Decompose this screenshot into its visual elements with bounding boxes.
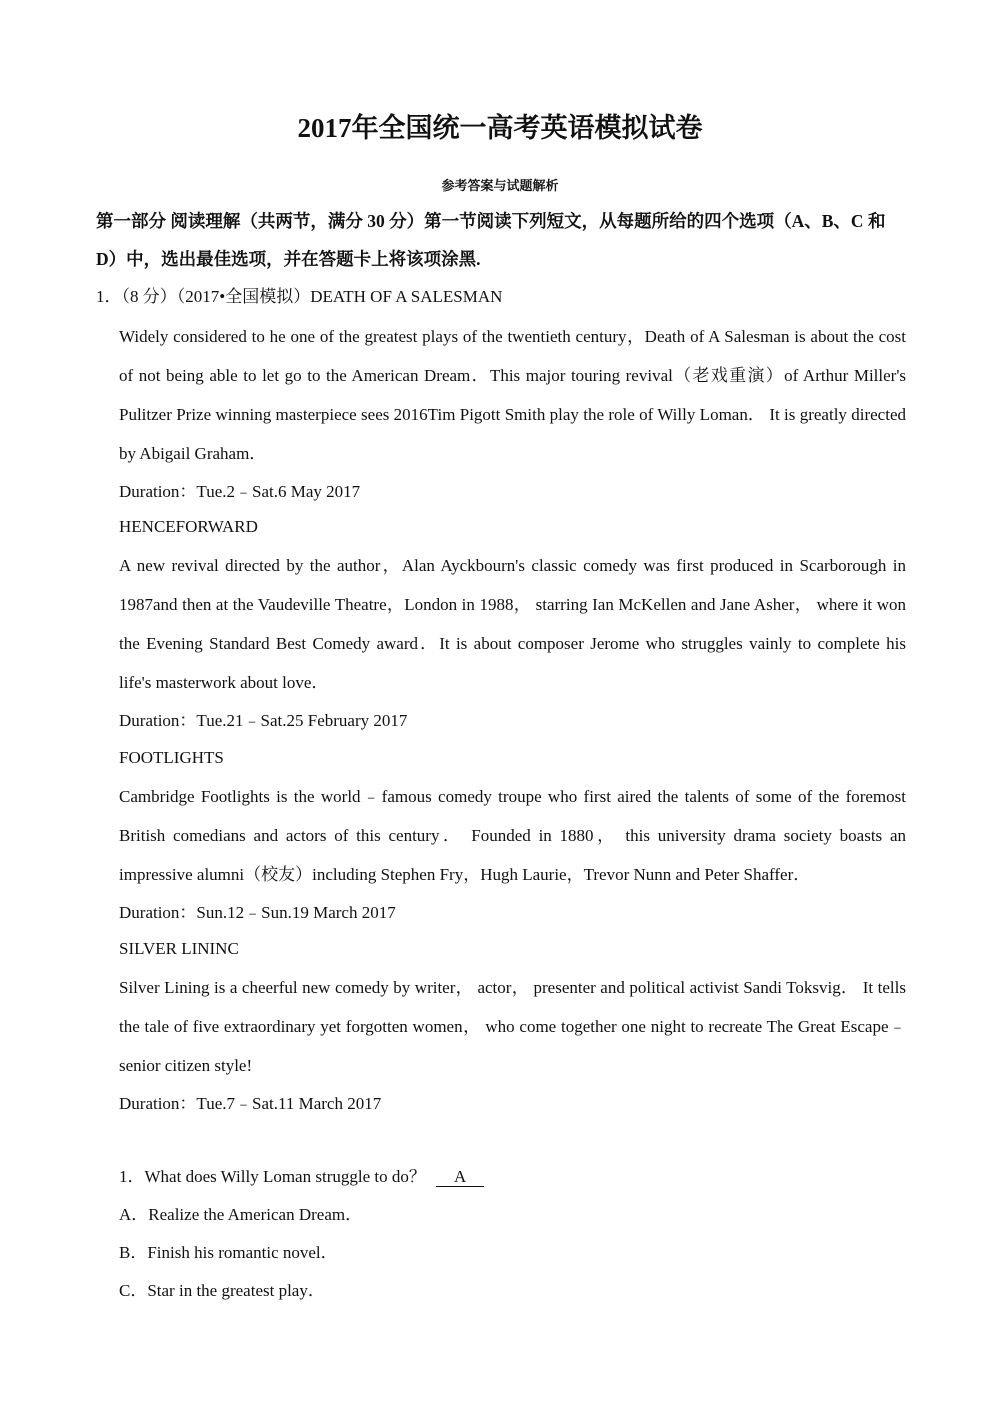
passage-duration: Duration：Tue.21﹣Sat.25 February 2017: [119, 711, 408, 730]
question-stem-text: 1．What does Willy Loman struggle to do？: [119, 1167, 426, 1186]
question-stem: [119, 1164, 906, 1190]
passage-heading: HENCEFORWARD: [119, 517, 258, 536]
option-b: B．Finish his romantic novel．: [119, 1243, 338, 1262]
passage-body: Silver Lining is a cheerful new comedy by writer， actor， presenter and political activist Sandi Toksvig． It tells the tale of five extraordinary yet forgotten women， who come together one night to recreate The Great Escape﹣senior citizen style!: [119, 978, 906, 1075]
passage-heading: FOOTLIGHTS: [119, 748, 224, 767]
page-subtitle: 参考答案与试题解析: [441, 178, 559, 193]
answer-blank: A: [436, 1168, 484, 1187]
passage-heading: SILVER LININC: [119, 939, 239, 958]
passage-henceforward: [119, 514, 906, 734]
section-instruction-line-2: D）中，选出最佳选项，并在答题卡上将该项涂黑.: [96, 249, 481, 269]
option-a: A．Realize the American Dream．: [119, 1205, 363, 1224]
passage-duration: Duration：Sun.12﹣Sun.19 March 2017: [119, 903, 396, 922]
passage-body: Widely considered to he one of the greatest plays of the twentieth century，Death of A Salesman is about the cost of not being able to let go to the American Dream．This major touring revival（老戏重演）of Arthur Miller's Pulitzer Prize winning masterpiece sees 2016Tim Pigott Smith play the role of Willy Loman． It is greatly directed by Abigail Graham．: [119, 327, 906, 463]
passage-duration: Duration：Tue.2﹣Sat.6 May 2017: [119, 482, 361, 501]
page-title: 2017年全国统一高考英语模拟试卷: [297, 113, 703, 143]
question-header: 1．（8 分）（2017•全国模拟）DEATH OF A SALESMAN: [96, 287, 503, 306]
passage-death-of-a-salesman: [119, 317, 906, 505]
passage-footlights: [119, 745, 906, 926]
question-1: [119, 1164, 906, 1304]
passage-body: A new revival directed by the author，Alan Ayckbourn's classic comedy was first produced in Scarborough in 1987and then at the Vaudeville Theatre，London in 1988， starring Ian McKellen and Jane Asher， where it won the Evening Standard Best Comedy award．It is about composer Jerome who struggles vainly to complete his life's masterwork about love．: [119, 556, 906, 692]
option-c: C．Star in the greatest play．: [119, 1281, 325, 1300]
passage-duration: Duration：Tue.7﹣Sat.11 March 2017: [119, 1094, 382, 1113]
passage-body: Cambridge Footlights is the world﹣famous comedy troupe who first aired the talents of some of the foremost British comedians and actors of this century． Founded in 1880， this university drama society boasts an impressive alumni（校友）including Stephen Fry，Hugh Laurie，Trevor Nunn and Peter Shaffer．: [119, 787, 906, 884]
passage-silver-lininc: [119, 936, 906, 1117]
section-instruction-line-1: 第一部分 阅读理解（共两节，满分 30 分）第一节阅读下列短文，从每题所给的四个选项（A、B、C 和: [96, 211, 886, 231]
